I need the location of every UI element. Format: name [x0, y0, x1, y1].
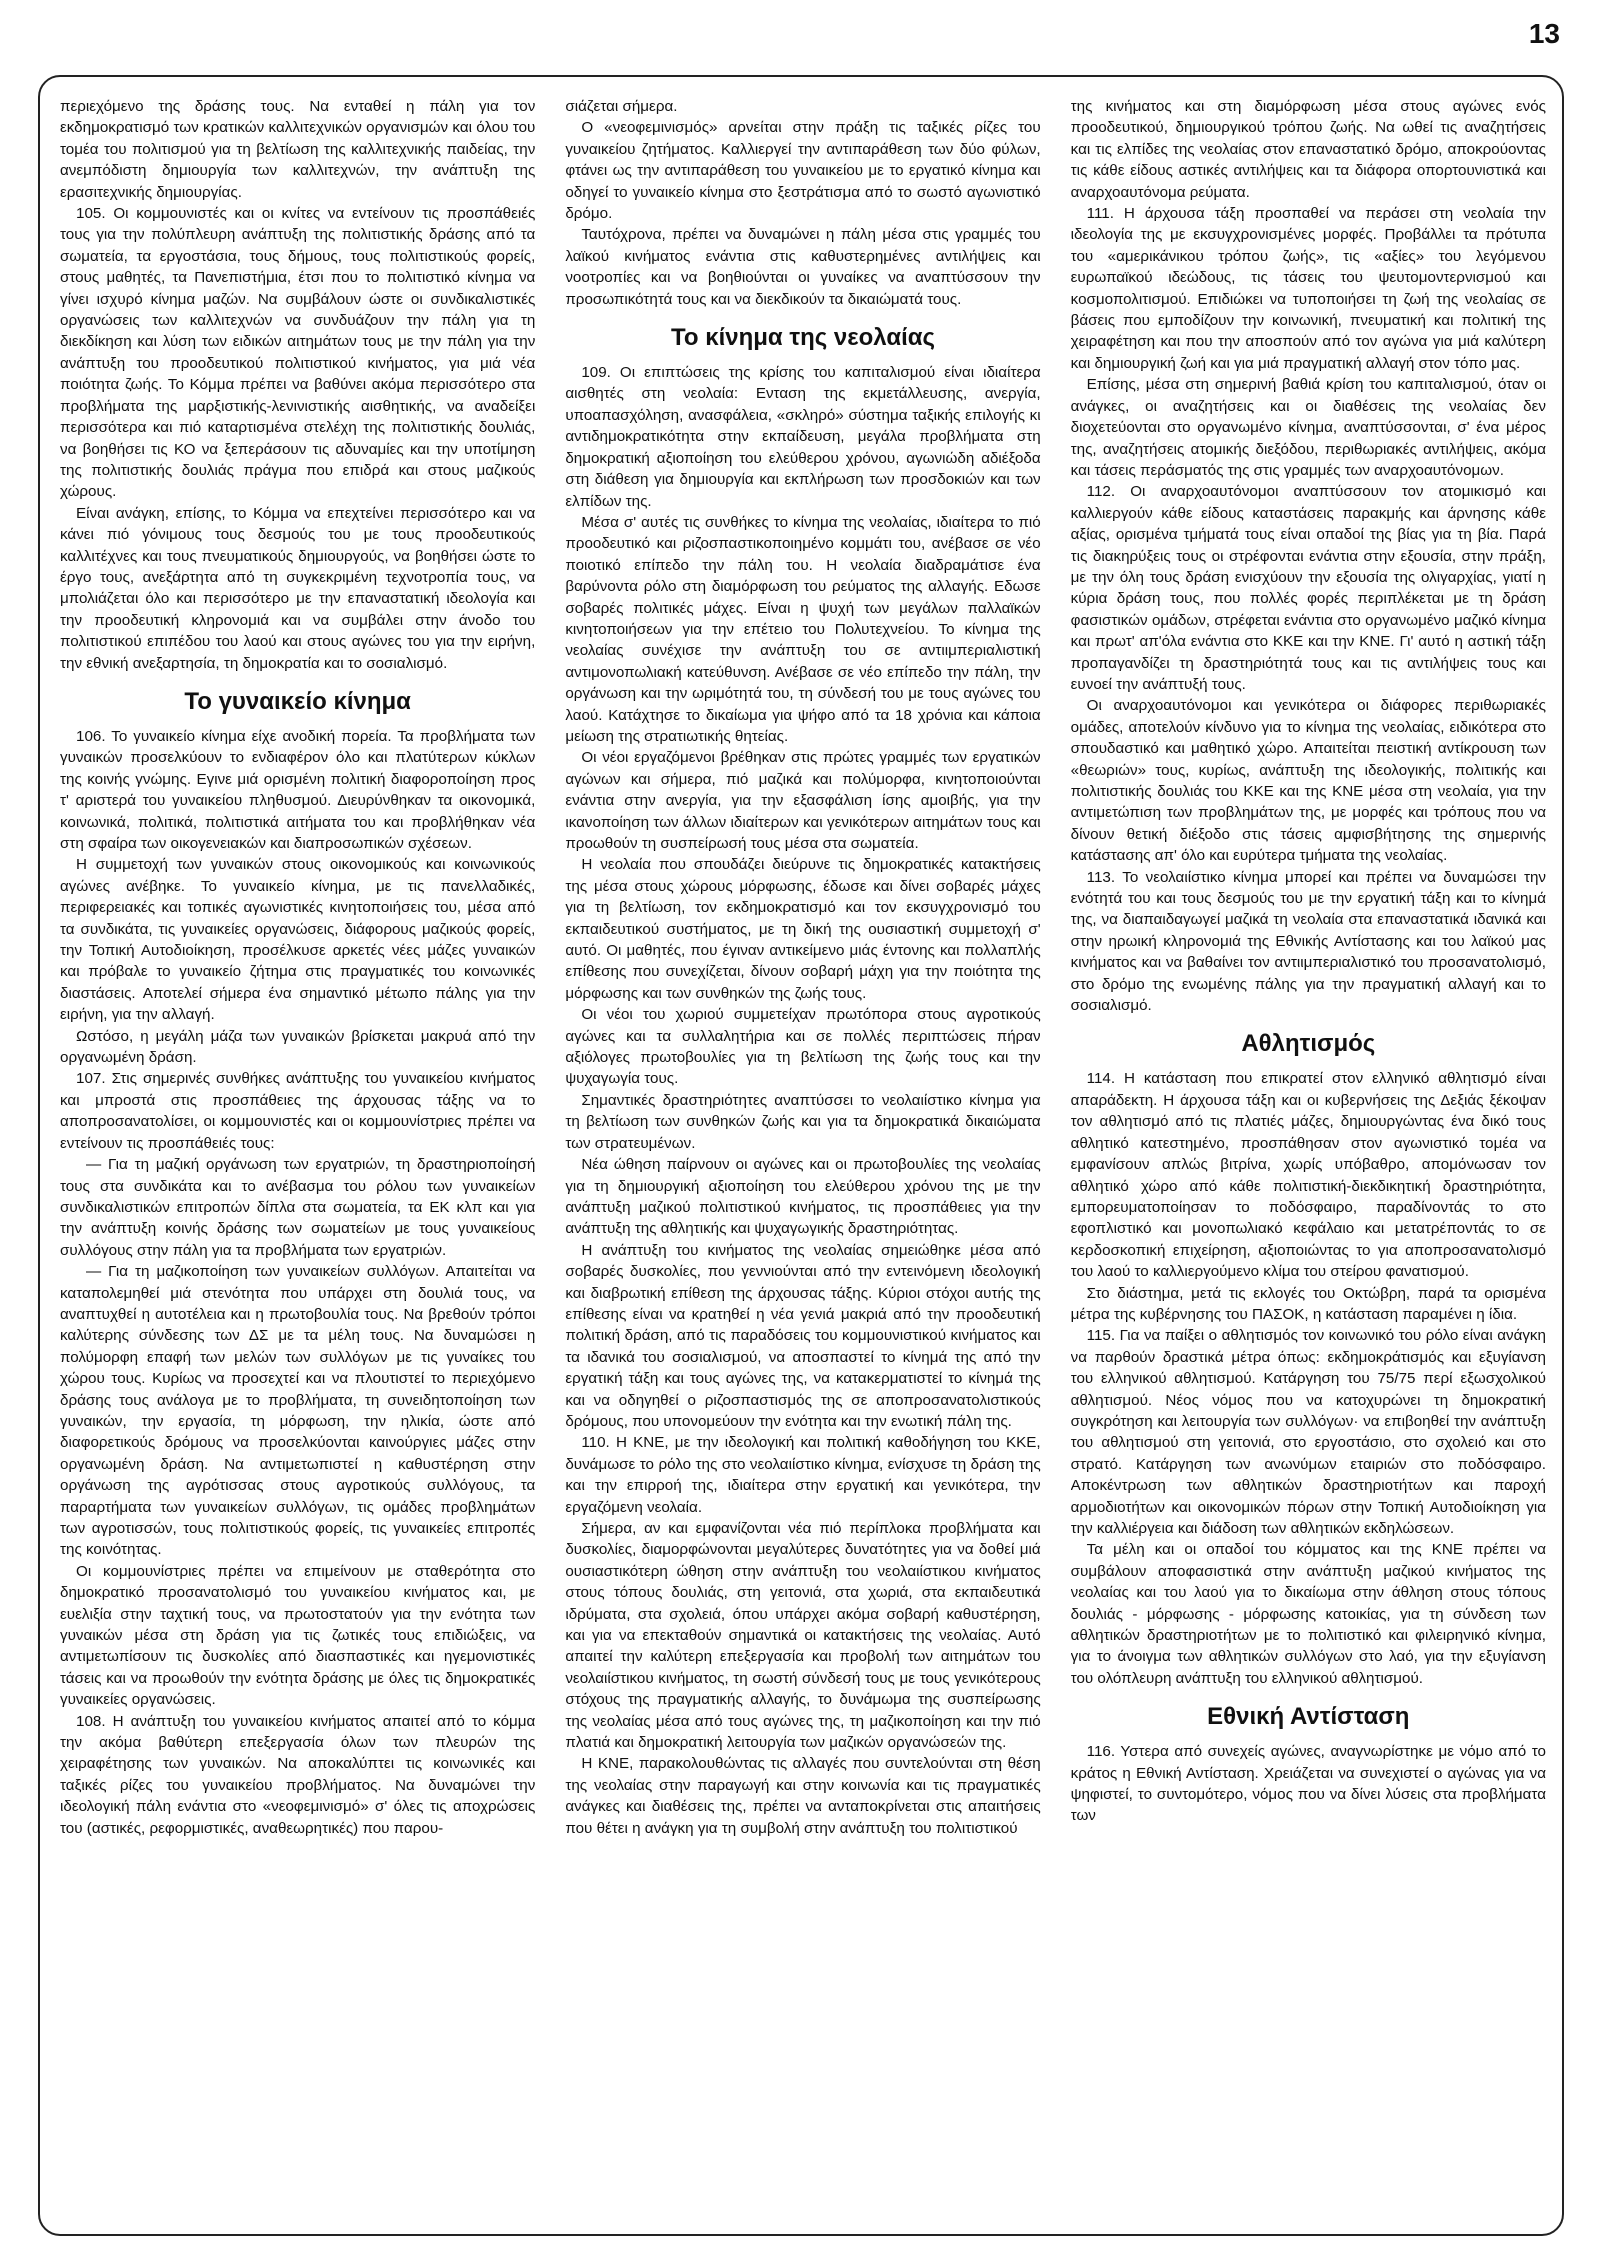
- paragraph: Η ανάπτυξη του κινήματος της νεολαίας σημειώθηκε μέσα από σοβαρές δυσκολίες, που γεννιούνται από την εντεινόμενη ιδεολογική και διαβρωτική επίθεση της άρχουσας τάξης. Κύριοι στόχοι αυτής της επίθεσης είναι να κρατηθεί η νέα γενιά μακριά από την προοδευτική πολιτική δράση, από τις παραδόσεις του κομμουνιστικού κινήματος και τα ιδανικά του σοσιαλισμού, να αποσπαστεί το κίνημά της από την εργατική τάξη και τους αγώνες της, να κατακερματιστεί το κίνημά της και να οδηγηθεί ο ριζοσπαστισμός της σε αποπροσανατολιστικούς δρόμους, που υπονομεύουν την ενότητα και την ενωτική πάλη της.: [565, 1241, 1041, 1430]
- paragraph: Ωστόσο, η μεγάλη μάζα των γυναικών βρίσκεται μακρυά από την οργανωμένη δράση.: [60, 1027, 536, 1067]
- paragraph: Σήμερα, αν και εμφανίζονται νέα πιό περίπλοκα προβλήματα και δυσκολίες, διαμορφώνονται μεγαλύτερες δυνατότητες για να δοθεί μιά ουσιαστικότερη ώθηση στην ανάπτυξη του νεολαιίστικου κινήματος στους τόπους δουλιάς, στη γειτονιά, στα χωριά, στα εκπαιδευτικά ιδρύματα, στα σχολειά, όπου υπάρχει ακόμα σοβαρή καθυστέρηση, και για να επεκταθούν σημαντικά οι κατακτήσεις της νεολαίας. Αυτό απαιτεί την καλύτερη επεξεργασία και προβολή των αιτημάτων του νεολαιίστικου κινήματος, τη σωστή σύνδεσή τους με τους γενικότερους στόχους της πραγματικής αλλαγής, το δυνάμωμα της συσπείρωσης της νεολαίας μέσα από τους αγώνες της, τη μαζικοποίηση και την πιό πλατιά και δημοκρατική λειτουργία των μαζικών οργανώσεών της.: [565, 1520, 1041, 1752]
- paragraph: Οι νέοι του χωριού συμμετείχαν πρωτόπορα στους αγροτικούς αγώνες και τα συλλαλητήρια και σε πολλές περιπτώσεις πήραν αξιόλογες πρωτοβουλίες για τη βελτίωση της ζωής τους και την ψυχαγωγία τους.: [565, 1006, 1041, 1088]
- paragraph: 108. Η ανάπτυξη του γυναικείου κινήματος απαιτεί από το κόμμα την ακόμα βαθύτερη επεξεργασία όλων των πλευρών της χειραφέτησης των γυναικών. Να αποκαλύπτει τις κοινωνικές και ταξικές ρίζες του γυναικείου προβλήματος. Να δυναμώνει την ιδεολογική πάλη ενάντια στο «νεοφεμινισμό» σ' όλες τις αποχρώσεις του (αστικές, ρεφορμιστικές, αναθεωρητικές) που παρου-: [60, 1712, 536, 1837]
- paragraph: Οι νέοι εργαζόμενοι βρέθηκαν στις πρώτες γραμμές των εργατικών αγώνων και σήμερα, πιό μαζικά και πολύμορφα, κινητοποιούνται ενάντια στην ανεργία, για την εξασφάλιση ίσης αμοιβής, για την ικανοποίηση των άλλων ιδιαίτερων και γενικότερων αιτημάτων τους και προωθούν τη συσπείρωσή τους μέσα στα σωματεία.: [565, 749, 1041, 852]
- paragraph: 107. Στις σημερινές συνθήκες ανάπτυξης του γυναικείου κινήματος και μπροστά στις προσπάθειες της άρχουσας τάξης να το αποπροσανατολίσει, οι κομμουνιστές και οι κομμουνίστριες πρέπει να εντείνουν τις προσπάθειές τους:: [60, 1070, 536, 1152]
- paragraph: σιάζεται σήμερα.: [565, 98, 678, 115]
- paragraph: περιεχόμενο της δράσης τους. Να ενταθεί η πάλη για τον εκδημοκρατισμό των κρατικών καλλιτεχνικών οργανισμών και όλου του τομέα του πολιτισμού για τη βελτίωση της καλλιτεχνικής παιδείας, την ανεμπόδιστη δημιουργία των καλλιτεχνών, την ανάπτυξη της ερασιτεχνικής δημιουργίας.: [60, 98, 536, 201]
- paragraph: 113. Το νεολαιίστικο κίνημα μπορεί και πρέπει να δυναμώσει την ενότητά του και τους δεσμούς του με την εργατική τάξη και το κίνημά της, να διαπαιδαγωγεί μαζικά τη νεολαία στα επαναστατικά ιδανικά και στην ηρωική κληρονομιά της Εθνικής Αντίστασης και του λαϊκού μας κινήματος και να βαθαίνει τον αντιιμπεριαλιστικό του προσανατολισμό, στο δρόμο της ενωμένης πάλης για την πραγματική αλλαγή και το σοσιαλισμό.: [1070, 868, 1546, 1015]
- paragraph: Ταυτόχρονα, πρέπει να δυναμώνει η πάλη μέσα στις γραμμές του λαϊκού κινήματος ενάντια στις καθυστερημένες αντιλήψεις και νοοτροπίες και να βοηθιούνται οι γυναίκες να αναπτύσσουν την προσωπικότητά τους και να διεκδικούν τα δικαιώματά τους.: [565, 226, 1041, 308]
- column-3: [1071, 96, 1546, 2226]
- paragraph: Ο «νεοφεμινισμός» αρνείται στην πράξη τις ταξικές ρίζες του γυναικείου ζητήματος. Καλλιεργεί την αντιπαράθεση των δύο φύλων, φτάνει ως την αντιπαράθεση του γυναικείου με το εργατικό κίνημα και οδηγεί το γυναικείο κίνημα στο ξεστράτισμα από το σωστό αγωνιστικό δρόμο.: [565, 119, 1041, 223]
- text-columns: [60, 96, 1546, 2226]
- paragraph: Η νεολαία που σπουδάζει διεύρυνε τις δημοκρατικές κατακτήσεις της μέσα στους χώρους μόρφωσης, έδωσε και δίνει σοβαρές μάχες για τη βελτίωση, τον εκδημοκρατισμό και τον εκσυγχρονισμό του εκπαιδευτικού συστήματος, με τη δική της ουσιαστική συμμετοχή σ' αυτό. Οι μαθητές, που έγιναν αντικείμενο μιάς έντονης και πολλαπλής επίθεσης που συνεχίζεται, δίνουν σοβαρή μάχη για την ποιότητα της μόρφωσης και των συνθηκών της ζωής τους.: [565, 856, 1041, 1002]
- column-1: [60, 96, 535, 2226]
- paragraph: Τα μέλη και οι οπαδοί του κόμματος και της ΚΝΕ πρέπει να συμβάλουν αποφασιστικά στην ανάπτυξη μαζικού κινήματος της νεολαίας και του λαού για το δικαίωμα στην άθληση στους τόπους δουλιάς - μόρφωσης - μόρφωσης κατοικίας, για τη σύνδεση των αθλητικών δραστηριοτήτων με το πολιτιστικό και φιλειρηνικό κίνημα, για το άνοιγμα των αθλητικών συλλόγων στο λαό, για την εξυγίανση του ολόπλευρη ανάπτυξη του ελληνικού αθλητισμού.: [1070, 1541, 1546, 1687]
- paragraph: 112. Οι αναρχοαυτόνομοι αναπτύσσουν τον ατομικισμό και καλλιεργούν κάθε είδους καταστάσεις παρακμής και άρνησης κάθε αξίας, ορισμένα τμήματά τους είναι οπαδοί της βίας για τη βία. Παρά τις διακηρύξεις τους οι στρέφονται ενάντια στην εξουσία, στην πράξη, με την όλη τους δράση ενισχύουν την εξουσία της ολιγαρχίας, γιατί η κύρια δράση τους, που πολλές φορές περιπλέκεται με τη δράση φασιστικών ομάδων, στρέφεται ενάντια στο οργανωμένο μαζικό κίνημα και πρωτ' απ'όλα ενάντια στο ΚΚΕ και την ΚΝΕ. Γι' αυτό η αστική τάξη προπαγανδίζει τη δραστηριότητά τους και τις αντιλήψεις τους και ευνοεί την ανάπτυξή τους.: [1070, 483, 1546, 693]
- page-number: 13: [1528, 18, 1560, 49]
- section-heading: Εθνική Αντίσταση: [1207, 1703, 1410, 1731]
- section-heading: Αθλητισμός: [1241, 1030, 1376, 1058]
- paragraph: 114. Η κατάσταση που επικρατεί στον ελληνικό αθλητισμό είναι απαράδεκτη. Η άρχουσα τάξη και οι κυβερνήσεις της Δεξιάς ξέκοψαν τον αθλητισμό από τις πλατιές μάζες, δημιουργώντας ένα δικό τους αθλητικό κατεστημένο, προσπάθησαν στον αγωνιστικό τομέα να εμφανίσουν απλώς βιτρίνα, χωρίς υπόβαθρο, απομόνωσαν τον αθλητικό χώρο από κάθε πολιτιστική-διεκδικητική δραστηριότητα, εμπορευματοποίησαν το ποδόσφαιρο, παραδίνοντάς το στο εφοπλιστικό και μονοπωλιακό κεφάλαιο και μετατρέποντάς το σε κερδοσκοπική επιχείρηση, αξιοποιώντας το για αποπροσανατολισμό του λαού το καλλιεργούμενο κλίμα του στείρου φανατισμού.: [1070, 1070, 1546, 1281]
- paragraph: 105. Οι κομμουνιστές και οι κνίτες να εντείνουν τις προσπάθειές τους για την πολύπλευρη ανάπτυξη της πολιτιστικής δράσης από τα σωματεία, τα εργοστάσια, τους δήμους, τους πολιτιστικούς φορείς, στους μαθητές, τα Πανεπιστήμια, έτσι που το πολιτιστικό κίνημα να γίνει ισχυρό κίνημα μαζών. Να συμβάλουν ώστε οι συνδικαλιστικές οργανώσεις των καλλιτεχνών να συνδυάζουν την πάλη για τη διεκδίκηση και λύση των ειδικών αιτημάτων τους με την πάλη για την ανάπτυξη του προοδευτικού πολιτιστικού κινήματος, για μιά νέα ποιότητα ζωής. Το Κόμμα πρέπει να βαθύνει ακόμα περισσότερο στα προβλήματα της μαρξιστικής-λενινιστικής αισθητικής, να αναδείξει περισσότερα και πιό καταρτισμένα στελέχη της πολιτιστικής δουλιάς, να βοηθήσει τις ΚΟ να ξεπεράσουν τις αδυναμίες και την υποτίμηση της πολιτιστικής δουλιάς πράγμα που επιδρά και στους μαζικούς χώρους.: [60, 205, 536, 501]
- paragraph: Οι αναρχοαυτόνομοι και γενικότερα οι διάφορες περιθωριακές ομάδες, αποτελούν κίνδυνο για το κίνημα της νεολαίας, ειδικότερα στο σπουδαστικό και μαθητικό χώρο. Απαιτείται πειστική αντίκρουση των «θεωριών» τους, κυρίως, ανάπτυξη της ιδεολογικής, πολιτικής και πολιτιστικής δουλιάς του ΚΚΕ και της ΚΝΕ μέσα στη νεολαία, για την αντιμετώπιση των προβλημάτων της, με μορφές και τρόπους που να δίνουν θετική διέξοδο στις τάσεις αμφισβήτησης της σημερινής κατάστασης απ' όλο και ευρύτερα τμήματα της νεολαίας.: [1070, 697, 1546, 865]
- paragraph: Μέσα σ' αυτές τις συνθήκες το κίνημα της νεολαίας, ιδιαίτερα το πιό προοδευτικό και ριζοσπαστικοποιημένο κομμάτι του, ανέβασε σε νέο ποιοτικό επίπεδο την πάλη του. Η νεολαία διαδραμάτισε ένα βαρύνοντα ρόλο στη διαμόρφωση του ρεύματος της αλλαγής. Εδωσε σοβαρές πολιτικές μάχες. Είναι η ψυχή των μεγάλων παλλαϊκών κινητοποιήσεων για την επέτειο του Πολυτεχνείου. Το κίνημα της νεολαίας συνέχισε την ανάπτυξη του σε αντιιμπεριαλιστική αντιμονοπωλιακή κατεύθυνση. Ανέβασε σε νέο επίπεδο την πάλη, την οργάνωση και την ωριμότητά του, τη σύνδεσή του με τους αγώνες του λαού. Κατάχτησε το δικαίωμα για ψήφο από τα 18 χρόνια και κάποια μείωση της στρατιωτικής θητείας.: [565, 513, 1041, 745]
- paragraph: 116. Υστερα από συνεχείς αγώνες, αναγνωρίστηκε με νόμο από το κράτος η Εθνική Αντίσταση. Χρειάζεται να συνεχιστεί ο αγώνας για να ψηφιστεί, το συντομότερο, νόμος που να δίνει λύσεις στα προβλήματα των: [1070, 1743, 1546, 1825]
- paragraph: Σημαντικές δραστηριότητες αναπτύσσει το νεολαιίστικο κίνημα για τη βελτίωση των συνθηκών ζωής και για τα δημοκρατικά δικαιώματα των στρατευμένων.: [565, 1091, 1041, 1152]
- paragraph: 106. Το γυναικείο κίνημα είχε ανοδική πορεία. Τα προβλήματα των γυναικών προσελκύουν το ενδιαφέρον όλο και πλατύτερων κύκλων της κοινής γνώμης. Εγινε μιά ορισμένη πολιτική διαφοροποίηση προς τ' αριστερά του γυναικείου πληθυσμού. Διευρύνθηκαν τα οικονομικά, κοινωνικά, πολιτικά, πολιτιστικά αιτήματα του και προβλήθηκαν νέα στη σφαίρα των οικογενειακών και διαπροσωπικών σχέσεων.: [60, 727, 536, 852]
- list-item: — Για τη μαζική οργάνωση των εργατριών, τη δραστηριοποίησή τους στα συνδικάτα και το ανέβασμα του ρόλου των γυναικείων συνδικαλιστικών επιτροπών δίπλα στα σωματεία, τα ΕΚ κλπ και για την ανάπτυξη κοινής δράσης των σωματείων με τους γυναικείους συλλόγους στην πάλη για τα προβλήματα των εργατριών.: [60, 1156, 536, 1259]
- paragraph: Η συμμετοχή των γυναικών στους οικονομικούς και κοινωνικούς αγώνες ανέβηκε. Το γυναικείο κίνημα, με τις πανελλαδικές, περιφερειακές και τοπικές αγωνιστικές κινητοποιήσεις του, μέσα από τα συνδικάτα, τις γυναικείες οργανώσεις, διάφορους μαζικούς φορείς, την Τοπική Αυτοδιοίκηση, προσέλκυσε αρκετές νέες μάζες γυναικών και πρόβαλε το γυναικείο ζήτημα στις πραγματικές του κοινωνικές διαστάσεις. Αποτελεί σήμερα ένα σημαντικό μέτωπο πάλης για την ειρήνη, για την αλλαγή.: [60, 856, 536, 1024]
- column-2: [565, 96, 1040, 2226]
- paragraph: Στο διάστημα, μετά τις εκλογές του Οκτώβρη, παρά τα ορισμένα μέτρα της κυβέρνησης του ΠΑΣΟΚ, η κατάσταση παραμένει η ίδια.: [1070, 1284, 1546, 1323]
- paragraph: 111. Η άρχουσα τάξη προσπαθεί να περάσει στη νεολαία την ιδεολογία της με εκσυγχρονισμένες μορφές. Προβάλλει τα πρότυπα του «αμερικάνικου τρόπου ζωής», τις «αξίες» του λεγόμενου ευρωπαϊκού ιδεώδους, τις τάσεις του ψευτομοντερνισμού και κοσμοπολιτισμού. Επιδιώκει να τυποποιήσει τη ζωή της νεολαίας σε βάσεις που εμποδίζουν την κοινωνική, πνευματική και πολιτική της χειραφέτηση και που την αποσπούν από τον αγώνα για μιά καλύτερη και δημιουργική ζωή και για μιά πραγματική αλλαγή στον τόπο μας.: [1070, 205, 1546, 372]
- paragraph: 109. Οι επιπτώσεις της κρίσης του καπιταλισμού είναι ιδιαίτερα αισθητές στη νεολαία: Ενταση της εκμετάλλευσης, ανεργία, υποαπασχόληση, ανασφάλεια, «σκληρό» σύστημα ταξικής επιλογής κι αντιδημοκρατικότητα στην εκπαίδευση, μεγάλα προβλήματα στη δημοκρατική αξιοποίηση του ελεύθερου χρόνου, αγωνιώδη αδιέξοδα στη διάθεση για δημιουργία και εκπλήρωση των προσδοκιών και των ελπίδων της.: [565, 364, 1041, 510]
- paragraph: Η ΚΝΕ, παρακολουθώντας τις αλλαγές που συντελούνται στη θέση της νεολαίας στην παραγωγή και στην κοινωνία και τις πραγματικές ανάγκες και διαθέσεις της, πρέπει να ανταποκρίνεται στις απαιτήσεις που θέτει η ανάγκη για τη συμβολή στην ανάπτυξη του πολιτιστικού: [565, 1755, 1041, 1837]
- paragraph: 110. Η ΚΝΕ, με την ιδεολογική και πολιτική καθοδήγηση του ΚΚΕ, δυνάμωσε το ρόλο της στο νεολαιίστικο κίνημα, ενίσχυσε τη δράση της και την επιρροή της, ιδιαίτερα στην εργατική και γενικότερα, την εργαζόμενη νεολαία.: [565, 1434, 1041, 1516]
- section-heading: Το γυναικείο κίνημα: [184, 687, 411, 715]
- paragraph: της κινήματος και στη διαμόρφωση μέσα στους αγώνες ενός προοδευτικού, δημιουργικού τρόπου ζωής. Να ωθεί τις αναζητήσεις και τις ελπίδες της νεολαίας στον επαναστατικό δρόμο, αποκρούοντας τις κάθε είδους αστικές αντιλήψεις και τα διάφορα οπορτουνιστικά και αναρχοαυτόνομα ρεύματα.: [1070, 98, 1546, 201]
- paragraph: 115. Για να παίξει ο αθλητισμός τον κοινωνικό του ρόλο είναι ανάγκη να παρθούν δραστικά μέτρα όπως: εκδημοκράτισμός και εξυγίανση του ελληνικού αθλητισμού. Κατάργηση του 75/75 περί εξωσχολικού αθλητισμού. Νέος νόμος που να κατοχυρώνει τη δημοκρατική συγκρότηση και λειτουργία των συλλόγων· να επιβοηθεί την ανάπτυξη του αθλητισμού στη γειτονιά, στο εργοστάσιο, στο σχολειό και στο στρατό. Κατάργηση των ανωνύμων εταιριών στο ποδόσφαιρο. Αποκέντρωση των αθλητικών δραστηριοτήτων και παροχή αρμοδιοτήτων και οικονομικών πόρων στην Τοπική Αυτοδιοίκηση για την καλλιέργεια και διάδοση των αθλητικών εκδηλώσεων.: [1070, 1327, 1546, 1537]
- paragraph: Είναι ανάγκη, επίσης, το Κόμμα να επεχτείνει περισσότερο και να κάνει πιό γόνιμους τους δεσμούς του με τους προοδευτικούς καλλιτέχνες και τους πνευματικούς δημιουργούς, να βοηθήσει ώστε το έργο τους, ανεξάρτητα από τη συγκεκριμένη τεχνοτροπία τους, να μπολιάζεται όλο και περισσότερο με την επαναστατική ιδεολογία και την προοδευτική κληρονομιά και να συμβάλει στην άνοδο του πολιτιστικού επιπέδου του λαού και στους αγώνες του για την ειρήνη, την εθνική ανεξαρτησία, τη δημοκρατία και το σοσιαλισμό.: [60, 504, 536, 672]
- list-item: — Για τη μαζικοποίηση των γυναικείων συλλόγων. Απαιτείται να καταπολεμηθεί μιά στενότητα που υπάρχει στη δουλιά τους, να αναπτυχθεί η αυτοτέλεια και η πρωτοβουλία τους. Να βρεθούν τρόποι καλύτερης σύνδεσης των ΔΣ με τα μέλη τους. Να δυναμώσει η πολύμορφη επαφή των μελών των συλλόγων με τις γυναίκες του χώρου τους. Κυρίως να προσεχτεί και να πλουτιστεί το περιεχόμενο δράσης τους ανάλογα με το προβλήματα, τη συνειδητοποίηση των γυναικών, την εργασία, τη μόρφωση, την ηλικία, ώστε από διαφορετικούς δρόμους να προσελκύονται καινούργιες μάζες στην οργανωμένη δράση. Να αντιμετωπιστεί η καθυστέρηση στην οργάνωση της αγρότισσας στους αγροτικούς συλλόγους, τα παραρτήματα των γυναικείων συλλόγων, τις ομάδες προβλημάτων των αγροτισσών, τους πολιτιστικούς φορείς, τις γυναικείες επιτροπές της κοινότητας.: [60, 1263, 536, 1559]
- paragraph: Νέα ώθηση παίρνουν οι αγώνες και οι πρωτοβουλίες της νεολαίας για τη δημιουργική αξιοποίηση του ελεύθερου χρόνου της με την ανάπτυξη μαζικού πολιτιστικού κινήματος, τις προσπάθειες για την ανάπτυξη της αθλητικής και ψυχαγωγικής δραστηριότητας.: [565, 1156, 1041, 1238]
- paragraph: Επίσης, μέσα στη σημερινή βαθιά κρίση του καπιταλισμού, όταν οι ανάγκες, οι αναζητήσεις και οι διαθέσεις της νεολαίας δεν διοχετεύονται στο οργανωμένο κίνημα, αναπτύσσονται, σ' ένα μέρος της, αναζητήσεις ατομικής διεξόδου, περιθωριακές αντιλήψεις, ακόμα και τάσεις περάσματός της στις γραμμές των αναρχοαυτόνομων.: [1070, 376, 1546, 479]
- paragraph: Οι κομμουνίστριες πρέπει να επιμείνουν με σταθερότητα στο δημοκρατικό προσανατολισμό του γυναικείου κινήματος και, με ευελιξία στην ταχτική τους, να πρωτοστατούν για την ενότητα των γυναικών μέσα στη δράση για τις ζωτικές τους επιδιώξεις, να αντιμετωπίσουν τις δυσκολίες από διασπαστικές και ηγεμονιστικές τάσεις και να προωθούν την ενότητα δράσης με όλες τις δημοκρατικές γυναικείες οργανώσεις.: [60, 1562, 536, 1709]
- section-heading: Το κίνημα της νεολαίας: [670, 324, 935, 352]
